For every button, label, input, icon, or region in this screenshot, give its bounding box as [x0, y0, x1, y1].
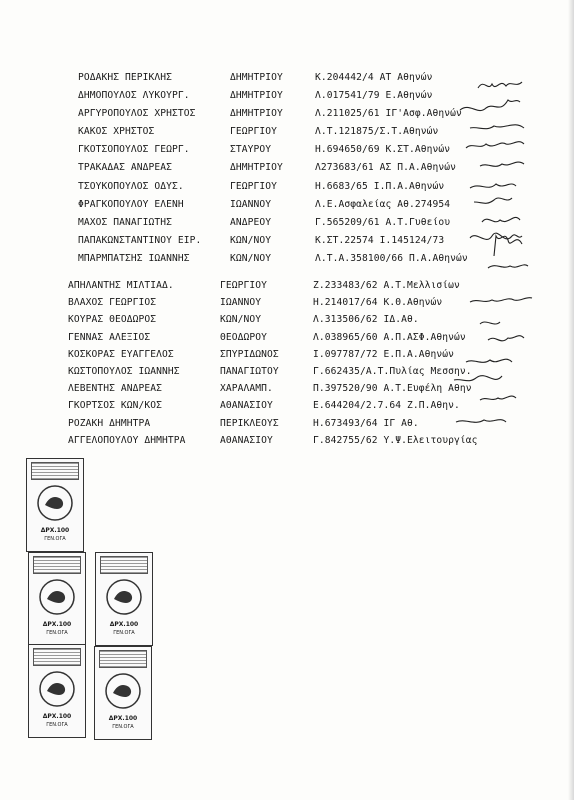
father-name: ΓΕΩΡΓΙΟΥ — [220, 280, 268, 291]
father-name: ΔΗΜΗΤΡΙΟΥ — [230, 162, 283, 174]
id-card: Γ.842755/62 Υ.Ψ.Ελειτουργίας — [313, 434, 478, 446]
person-name: ΚΟΥΡΑΣ ΘΕΟΔΩΡΟΣ — [68, 314, 157, 326]
person-name: ΑΡΓΥΡΟΠΟΥΛΟΣ ΧΡΗΣΤΟΣ — [78, 108, 196, 120]
stamp-header-band — [99, 650, 147, 668]
stamp-sub: ΓΕΝ.ΟΓΑ — [113, 630, 135, 636]
father-name: ΚΩΝ/ΝΟΥ — [230, 234, 272, 246]
id-card: Ε.644204/2.7.64 Ζ.Π.Αθην. — [313, 400, 460, 412]
stamp-header-band — [31, 462, 79, 480]
person-name: ΒΛΑΧΟΣ ΓΕΩΡΓΙΟΣ — [68, 297, 157, 309]
father-name: ΑΘΑΝΑΣΙΟΥ — [220, 434, 273, 446]
father-name: ΣΤΑΥΡΟΥ — [230, 144, 272, 156]
person-name: ΔΗΜΟΠΟΥΛΟΣ ΛΥΚΟΥΡΓ. — [78, 90, 190, 102]
father-name: ΔΗΜΗΤΡΙΟΥ — [230, 90, 283, 102]
id-card: Η.6683/65 Ι.Π.Α.Αθηνών — [315, 180, 445, 192]
stamp-value: ΔΡΧ.100 — [42, 621, 72, 628]
stamp-value: ΔΡΧ.100 — [40, 527, 70, 534]
scan-edge-shadow — [568, 0, 574, 800]
father-name: ΑΘΑΝΑΣΙΟΥ — [220, 400, 273, 412]
father-name: ΘΕΟΔΩΡΟΥ — [220, 331, 268, 343]
stamp-sub: ΓΕΝ.ΟΓΑ — [44, 536, 66, 542]
id-card: Λ.Τ.121875/Σ.Τ.Αθηνών — [315, 126, 439, 138]
person-name: ΚΟΣΚΟΡΑΣ ΕΥΑΓΓΕΛΟΣ — [68, 348, 174, 360]
id-card: Γ.662435/Α.Τ.Πυλίας Μεσσην. — [313, 365, 472, 377]
person-name: ΓΚΟΡΤΣΟΣ ΚΩΝ/ΚΟΣ — [68, 400, 163, 412]
father-name: ΚΩΝ/ΝΟΥ — [230, 252, 272, 264]
person-name: ΛΕΒΕΝΤΗΣ ΑΝΔΡΕΑΣ — [68, 383, 163, 395]
person-name: ΚΑΚΟΣ ΧΡΗΣΤΟΣ — [78, 126, 155, 138]
stamp-value: ΔΡΧ.100 — [109, 621, 139, 628]
stamp-header-band — [100, 556, 148, 574]
father-name: ΠΕΡΙΚΛΕΟΥΣ — [220, 417, 279, 429]
person-name: ΡΟΖΑΚΗ ΔΗΜΗΤΡΑ — [68, 417, 151, 429]
person-name: ΚΩΣΤΟΠΟΥΛΟΣ ΙΩΑΝΝΗΣ — [68, 365, 180, 377]
emblem-icon — [35, 483, 75, 523]
stamp-sub: ΓΕΝ.ΟΓΑ — [46, 630, 68, 636]
emblem-icon — [37, 577, 77, 617]
stamp-header-band — [33, 648, 81, 666]
father-name: ΔΗΜΗΤΡΙΟΥ — [230, 72, 283, 83]
stamp-value: ΔΡΧ.100 — [42, 713, 72, 720]
stamp-value: ΔΡΧ.100 — [108, 715, 138, 722]
emblem-icon — [37, 669, 77, 709]
emblem-icon — [104, 577, 144, 617]
person-name: ΓΕΝΝΑΣ ΑΛΕΞΙΟΣ — [68, 331, 151, 343]
person-name: ΓΚΟΤΣΟΠΟΥΛΟΣ ΓΕΩΡΓ. — [78, 144, 190, 156]
id-card: Η.214017/64 Κ.Θ.Αθηνών — [313, 297, 443, 309]
id-card: Γ.565209/61 Α.Τ.Γυθείου — [315, 216, 451, 228]
id-card: Λ.Ε.Ασφαλείας Αθ.274954 — [315, 198, 451, 210]
id-card: Λ.313506/62 ΙΔ.Αθ. — [313, 314, 419, 326]
id-card: Λ273683/61 ΑΣ Π.Α.Αθηνών — [315, 162, 457, 174]
id-card: Λ.017541/79 Ε.Αθηνών — [315, 90, 433, 102]
id-card: Κ.ΣΤ.22574 Ι.145124/73 — [315, 234, 445, 246]
emblem-icon — [103, 671, 143, 711]
father-name: ΙΩΑΝΝΟΥ — [220, 297, 262, 309]
father-name: ΙΩΑΝΝΟΥ — [230, 198, 272, 210]
revenue-stamp — [95, 552, 153, 646]
father-name: ΣΠΥΡΙΔΩΝΟΣ — [220, 348, 279, 360]
father-name: ΧΑΡΑΛΑΜΠ. — [220, 383, 273, 395]
revenue-stamp — [26, 458, 84, 552]
father-name: ΚΩΝ/ΝΟΥ — [220, 314, 262, 326]
id-card: Κ.204442/4 ΑΤ Αθηνών — [315, 72, 433, 83]
id-card: Λ.Τ.Α.358100/66 Π.Α.Αθηνών — [315, 252, 468, 264]
id-card: Λ.211025/61 ΙΓ'Ασφ.Αθηνών — [315, 108, 462, 120]
id-card: Π.397520/90 Α.Τ.Ευφέλη Αθην — [313, 383, 472, 395]
father-name: ΑΝΔΡΕΟΥ — [230, 216, 272, 228]
stamp-sub: ΓΕΝ.ΟΓΑ — [112, 724, 134, 730]
person-name: ΤΣΟΥΚΟΠΟΥΛΟΣ ΟΔΥΣ. — [78, 180, 184, 192]
id-card: Η.694650/69 Κ.ΣΤ.Αθηνών — [315, 144, 451, 156]
handwritten-signatures — [440, 70, 568, 470]
id-card: Η.673493/64 ΙΓ Αθ. — [313, 417, 419, 429]
person-name: ΠΑΠΑΚΩΝΣΤΑΝΤΙΝΟΥ ΕΙΡ. — [78, 234, 202, 246]
father-name: ΓΕΩΡΓΙΟΥ — [230, 126, 278, 138]
id-card: Ζ.233483/62 Α.Τ.Μελλισίων — [313, 280, 460, 291]
id-card: Ι.097787/72 Ε.Π.Α.Αθηνών — [313, 348, 455, 360]
revenue-stamp — [28, 644, 86, 738]
father-name: ΓΕΩΡΓΙΟΥ — [230, 180, 278, 192]
person-name: ΑΠΗΛΑΝΤΗΣ ΜΙΛΤΙΑΔ. — [68, 280, 174, 291]
revenue-stamp — [94, 646, 152, 740]
person-name: ΜΑΧΟΣ ΠΑΝΑΓΙΩΤΗΣ — [78, 216, 173, 228]
person-name: ΤΡΑΚΑΔΑΣ ΑΝΔΡΕΑΣ — [78, 162, 173, 174]
father-name: ΠΑΝΑΓΙΩΤΟΥ — [220, 365, 279, 377]
person-name: ΦΡΑΓΚΟΠΟΥΛΟΥ ΕΛΕΝΗ — [78, 198, 184, 210]
person-name: ΜΠΑΡΜΠΑΤΣΗΣ ΙΩΑΝΝΗΣ — [78, 252, 190, 264]
stamp-sub: ΓΕΝ.ΟΓΑ — [46, 722, 68, 728]
person-name: ΑΓΓΕΛΟΠΟΥΛΟΥ ΔΗΜΗΤΡΑ — [68, 434, 186, 446]
person-name: ΡΟΔΑΚΗΣ ΠΕΡΙΚΛΗΣ — [78, 72, 173, 83]
father-name: ΔΗΜΗΤΡΙΟΥ — [230, 108, 283, 120]
stamp-header-band — [33, 556, 81, 574]
id-card: Λ.038965/60 Α.Π.ΑΣΦ.Αθηνών — [313, 331, 466, 343]
revenue-stamp — [28, 552, 86, 646]
